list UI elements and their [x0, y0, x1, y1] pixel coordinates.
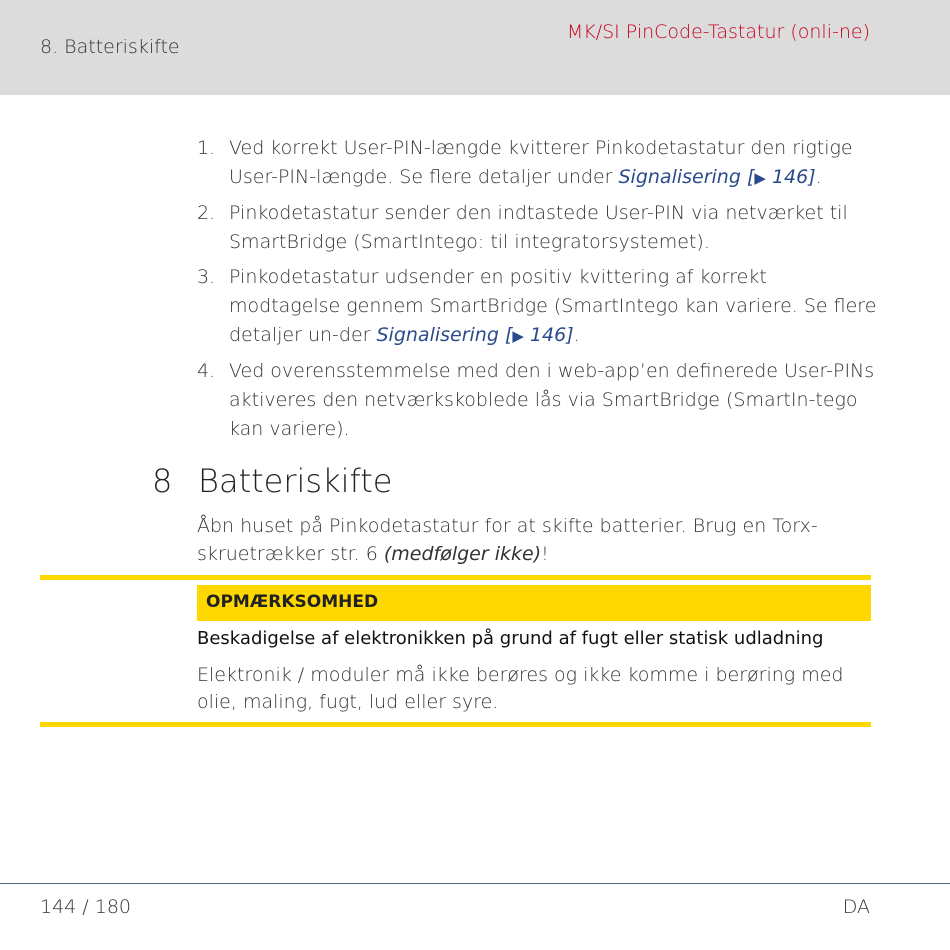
list-item: 3. Pinkodetastatur udsender en positiv kvittering af korrekt modtagelse gennem SmartBridge (SmartIntego kan variere. Se flere detaljer un-der Signalisering [▶ 146].: [197, 263, 877, 351]
section-title: Batteriskifte: [198, 462, 393, 500]
intro-italic: (medfølger ikke): [383, 543, 542, 565]
notice-label: OPMÆRKSOMHED: [197, 585, 871, 621]
language-code: DA: [842, 896, 870, 918]
footer-divider: [0, 883, 950, 884]
page-number: 144 / 180: [40, 896, 132, 918]
step-text: Ved overensstemmelse med den i web-app’en definerede User-PINs aktiveres den netværkskoblede lås via SmartBridge (SmartIn-tego kan variere).: [229, 360, 875, 440]
step-list: [197, 134, 877, 450]
step-number: 2.: [197, 202, 216, 224]
step-number: 1.: [197, 137, 216, 159]
section-intro: Åbn huset på Pinkodetastatur for at skifte batterier. Brug en Torx-skruetrækker str. 6 (medfølger ikke)!: [197, 515, 818, 565]
header-chapter: 8. Batteriskifte: [40, 36, 180, 58]
notice-title: Beskadigelse af elektronikken på grund af fugt eller statisk udladning: [197, 628, 824, 649]
signalisering-link[interactable]: Signalisering [▶ 146]: [376, 324, 574, 346]
page-arrow-icon: ▶: [512, 327, 524, 345]
section-number: 8: [152, 462, 173, 500]
notice-top-rule: [40, 575, 871, 580]
signalisering-link[interactable]: Signalisering [▶ 146]: [618, 166, 816, 188]
list-item: [197, 199, 877, 257]
page-header: [0, 0, 950, 95]
step-text: Ved korrekt User-PIN-længde kvitterer Pinkodetastatur den rigtige User-PIN-længde. Se flere detaljer under: [229, 137, 853, 188]
page-arrow-icon: ▶: [754, 169, 766, 187]
step-text: Pinkodetastatur udsender en positiv kvittering af korrekt modtagelse gennem SmartBridge (SmartIntego kan variere. Se flere detaljer un-der: [229, 266, 877, 346]
list-item: 1. Ved korrekt User-PIN-længde kvitterer Pinkodetastatur den rigtige User-PIN-længde. Se flere detaljer under Signalisering [▶ 146].: [197, 134, 877, 193]
step-number: 4.: [197, 360, 216, 382]
header-product-title: MK/SI PinCode-Tastatur (onli-ne): [566, 21, 870, 43]
list-item: [197, 357, 877, 444]
section-heading: [152, 462, 392, 500]
notice-body: Elektronik / moduler må ikke berøres og ikke komme i berøring med olie, maling, fugt, lud eller syre.: [197, 664, 844, 713]
step-text: Pinkodetastatur sender den indtastede User-PIN via netværket til SmartBridge (SmartIntego: til integratorsystemet).: [229, 202, 848, 253]
notice-bottom-rule: [40, 722, 871, 727]
step-number: 3.: [197, 266, 216, 288]
